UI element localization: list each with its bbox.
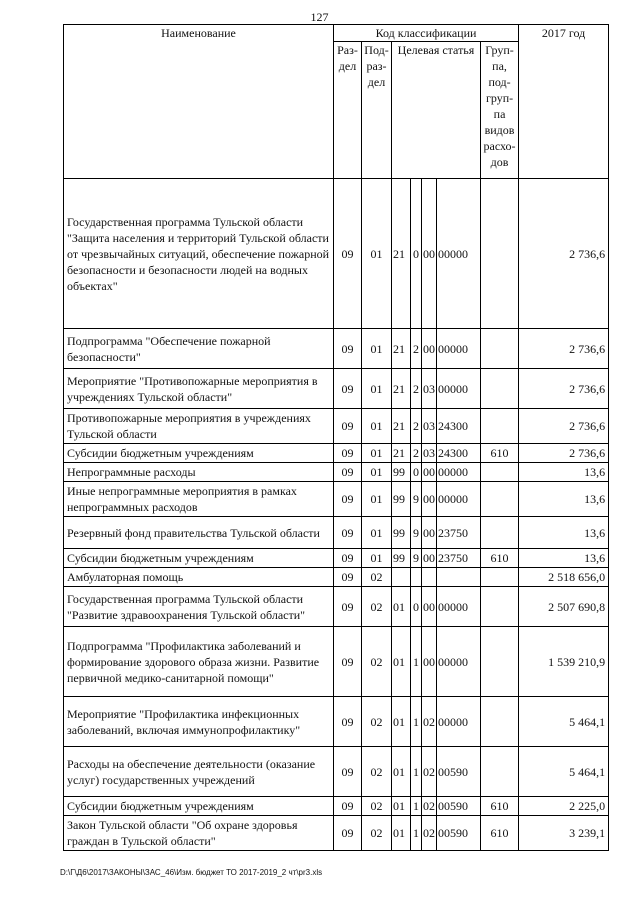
row-target-subprogram: 2 bbox=[411, 369, 422, 409]
row-amount: 13,6 bbox=[519, 482, 609, 517]
table-row bbox=[64, 568, 609, 587]
row-expense-group bbox=[481, 697, 519, 747]
row-target-program: 99 bbox=[392, 517, 411, 549]
row-expense-group: 610 bbox=[481, 549, 519, 568]
header-podrazdel: Под- раз- дел bbox=[362, 42, 392, 179]
row-target-event bbox=[422, 568, 437, 587]
table-body bbox=[64, 179, 609, 851]
table-row bbox=[64, 549, 609, 568]
row-razdel: 09 bbox=[334, 816, 362, 851]
header-code: Код классификации bbox=[334, 25, 519, 42]
row-name: Субсидии бюджетным учреждениям bbox=[64, 444, 334, 463]
row-target-event: 02 bbox=[422, 797, 437, 816]
row-razdel: 09 bbox=[334, 444, 362, 463]
row-target-program: 01 bbox=[392, 797, 411, 816]
row-expense-group bbox=[481, 179, 519, 329]
row-podrazdel: 02 bbox=[362, 816, 392, 851]
table-row bbox=[64, 747, 609, 797]
row-target-event: 03 bbox=[422, 369, 437, 409]
row-target-event: 00 bbox=[422, 627, 437, 697]
row-target-program bbox=[392, 568, 411, 587]
row-amount: 2 736,6 bbox=[519, 444, 609, 463]
row-podrazdel: 02 bbox=[362, 797, 392, 816]
table-row bbox=[64, 517, 609, 549]
row-target-event: 03 bbox=[422, 444, 437, 463]
page-number: 127 bbox=[310, 10, 329, 24]
row-podrazdel: 02 bbox=[362, 747, 392, 797]
row-target-direction: 00590 bbox=[437, 747, 481, 797]
row-target-event: 00 bbox=[422, 463, 437, 482]
row-name: Субсидии бюджетным учреждениям bbox=[64, 549, 334, 568]
row-target-program: 21 bbox=[392, 444, 411, 463]
row-target-program: 01 bbox=[392, 587, 411, 627]
row-razdel: 09 bbox=[334, 549, 362, 568]
row-podrazdel: 02 bbox=[362, 697, 392, 747]
table-row bbox=[64, 444, 609, 463]
row-amount: 1 539 210,9 bbox=[519, 627, 609, 697]
row-razdel: 09 bbox=[334, 409, 362, 444]
row-expense-group bbox=[481, 369, 519, 409]
row-amount: 5 464,1 bbox=[519, 697, 609, 747]
row-expense-group bbox=[481, 482, 519, 517]
row-name: Иные непрограммные мероприятия в рамках непрограммных расходов bbox=[64, 482, 334, 517]
row-target-direction: 23750 bbox=[437, 549, 481, 568]
row-expense-group bbox=[481, 627, 519, 697]
row-amount: 13,6 bbox=[519, 517, 609, 549]
row-target-program: 01 bbox=[392, 747, 411, 797]
row-expense-group: 610 bbox=[481, 816, 519, 851]
row-podrazdel: 01 bbox=[362, 179, 392, 329]
table-row bbox=[64, 587, 609, 627]
row-razdel: 09 bbox=[334, 179, 362, 329]
row-amount: 2 507 690,8 bbox=[519, 587, 609, 627]
row-target-subprogram: 2 bbox=[411, 444, 422, 463]
row-amount: 2 736,6 bbox=[519, 369, 609, 409]
row-target-direction: 00000 bbox=[437, 627, 481, 697]
row-name: Расходы на обеспечение деятельности (оказание услуг) государственных учреждений bbox=[64, 747, 334, 797]
row-razdel: 09 bbox=[334, 463, 362, 482]
row-target-subprogram: 2 bbox=[411, 409, 422, 444]
row-amount: 2 736,6 bbox=[519, 409, 609, 444]
row-podrazdel: 02 bbox=[362, 568, 392, 587]
table-row bbox=[64, 369, 609, 409]
row-razdel: 09 bbox=[334, 587, 362, 627]
row-expense-group bbox=[481, 517, 519, 549]
row-expense-group bbox=[481, 329, 519, 369]
table-row bbox=[64, 482, 609, 517]
row-target-direction: 00590 bbox=[437, 797, 481, 816]
row-razdel: 09 bbox=[334, 797, 362, 816]
row-name: Мероприятие "Противопожарные мероприятия в учреждениях Тульской области" bbox=[64, 369, 334, 409]
row-podrazdel: 01 bbox=[362, 444, 392, 463]
row-razdel: 09 bbox=[334, 329, 362, 369]
row-expense-group bbox=[481, 587, 519, 627]
row-name: Противопожарные мероприятия в учреждениях Тульской области bbox=[64, 409, 334, 444]
table-row bbox=[64, 179, 609, 329]
table-row bbox=[64, 797, 609, 816]
row-target-event: 00 bbox=[422, 329, 437, 369]
table-row bbox=[64, 409, 609, 444]
row-expense-group bbox=[481, 409, 519, 444]
row-target-subprogram: 1 bbox=[411, 797, 422, 816]
row-razdel: 09 bbox=[334, 369, 362, 409]
row-target-program: 01 bbox=[392, 627, 411, 697]
row-amount: 2 736,6 bbox=[519, 329, 609, 369]
row-target-subprogram: 2 bbox=[411, 329, 422, 369]
row-target-event: 02 bbox=[422, 697, 437, 747]
row-podrazdel: 01 bbox=[362, 463, 392, 482]
row-name: Подпрограмма "Обеспечение пожарной безопасности" bbox=[64, 329, 334, 369]
row-target-direction: 00000 bbox=[437, 179, 481, 329]
row-expense-group bbox=[481, 568, 519, 587]
row-target-direction: 00000 bbox=[437, 329, 481, 369]
row-podrazdel: 01 bbox=[362, 482, 392, 517]
row-target-program: 99 bbox=[392, 482, 411, 517]
table-row bbox=[64, 816, 609, 851]
row-name: Резервный фонд правительства Тульской области bbox=[64, 517, 334, 549]
row-amount: 2 518 656,0 bbox=[519, 568, 609, 587]
row-podrazdel: 01 bbox=[362, 369, 392, 409]
row-target-program: 01 bbox=[392, 697, 411, 747]
header-group: Груп- па, под- груп- па видов расхо- дов bbox=[481, 42, 519, 179]
row-name: Государственная программа Тульской области "Защита населения и территорий Тульской области от чрезвычайных ситуаций, обеспечение пожарной безопасности и безопасности людей на водных объектах" bbox=[64, 179, 334, 329]
row-target-subprogram: 9 bbox=[411, 549, 422, 568]
row-target-program: 01 bbox=[392, 816, 411, 851]
row-target-direction: 24300 bbox=[437, 409, 481, 444]
row-target-direction: 00000 bbox=[437, 482, 481, 517]
row-name: Закон Тульской области "Об охране здоровья граждан в Тульской области" bbox=[64, 816, 334, 851]
row-name: Мероприятие "Профилактика инфекционных заболеваний, включая иммунопрофилактику" bbox=[64, 697, 334, 747]
row-podrazdel: 01 bbox=[362, 329, 392, 369]
row-target-program: 21 bbox=[392, 329, 411, 369]
row-target-program: 21 bbox=[392, 369, 411, 409]
row-amount: 13,6 bbox=[519, 463, 609, 482]
row-target-direction bbox=[437, 568, 481, 587]
row-target-subprogram: 0 bbox=[411, 463, 422, 482]
row-expense-group bbox=[481, 747, 519, 797]
table-row bbox=[64, 627, 609, 697]
row-target-subprogram: 9 bbox=[411, 482, 422, 517]
row-target-subprogram bbox=[411, 568, 422, 587]
row-name: Амбулаторная помощь bbox=[64, 568, 334, 587]
row-target-subprogram: 0 bbox=[411, 587, 422, 627]
row-expense-group: 610 bbox=[481, 444, 519, 463]
row-amount: 2 736,6 bbox=[519, 179, 609, 329]
row-target-subprogram: 9 bbox=[411, 517, 422, 549]
row-amount: 5 464,1 bbox=[519, 747, 609, 797]
row-name: Подпрограмма "Профилактика заболеваний и формирование здорового образа жизни. Развитие первичной медико-санитарной помощи" bbox=[64, 627, 334, 697]
row-expense-group: 610 bbox=[481, 797, 519, 816]
row-target-direction: 24300 bbox=[437, 444, 481, 463]
row-target-event: 00 bbox=[422, 517, 437, 549]
budget-table bbox=[63, 24, 609, 851]
row-target-direction: 00000 bbox=[437, 587, 481, 627]
row-target-event: 00 bbox=[422, 179, 437, 329]
row-target-event: 02 bbox=[422, 747, 437, 797]
row-target-event: 00 bbox=[422, 587, 437, 627]
row-target-event: 03 bbox=[422, 409, 437, 444]
row-target-subprogram: 0 bbox=[411, 179, 422, 329]
row-razdel: 09 bbox=[334, 747, 362, 797]
row-target-direction: 23750 bbox=[437, 517, 481, 549]
row-razdel: 09 bbox=[334, 568, 362, 587]
table-row bbox=[64, 329, 609, 369]
row-podrazdel: 02 bbox=[362, 627, 392, 697]
header-year: 2017 год bbox=[519, 25, 609, 179]
row-podrazdel: 02 bbox=[362, 587, 392, 627]
row-target-program: 99 bbox=[392, 549, 411, 568]
row-target-program: 99 bbox=[392, 463, 411, 482]
row-podrazdel: 01 bbox=[362, 517, 392, 549]
row-razdel: 09 bbox=[334, 627, 362, 697]
row-amount: 2 225,0 bbox=[519, 797, 609, 816]
row-name: Непрограммные расходы bbox=[64, 463, 334, 482]
row-razdel: 09 bbox=[334, 697, 362, 747]
header-name: Наименование bbox=[64, 25, 334, 179]
header-razdel: Раз- дел bbox=[334, 42, 362, 179]
footer-file-path: D:\Г\Д6\2017\ЗАКОНЫ\ЗАС_46\Изм. бюджет ТО 2017-2019_2 чт\pr3.xls bbox=[60, 868, 323, 877]
row-podrazdel: 01 bbox=[362, 409, 392, 444]
row-razdel: 09 bbox=[334, 482, 362, 517]
row-name: Субсидии бюджетным учреждениям bbox=[64, 797, 334, 816]
row-target-direction: 00000 bbox=[437, 463, 481, 482]
row-target-direction: 00000 bbox=[437, 369, 481, 409]
table-header bbox=[64, 25, 609, 179]
table-row bbox=[64, 463, 609, 482]
row-target-direction: 00000 bbox=[437, 697, 481, 747]
row-name: Государственная программа Тульской области "Развитие здравоохранения Тульской области" bbox=[64, 587, 334, 627]
row-target-program: 21 bbox=[392, 179, 411, 329]
row-amount: 13,6 bbox=[519, 549, 609, 568]
row-expense-group bbox=[481, 463, 519, 482]
row-target-subprogram: 1 bbox=[411, 816, 422, 851]
row-target-subprogram: 1 bbox=[411, 747, 422, 797]
row-target-subprogram: 1 bbox=[411, 697, 422, 747]
row-target-event: 00 bbox=[422, 482, 437, 517]
row-target-event: 02 bbox=[422, 816, 437, 851]
table-row bbox=[64, 697, 609, 747]
row-target-direction: 00590 bbox=[437, 816, 481, 851]
row-target-event: 00 bbox=[422, 549, 437, 568]
row-target-program: 21 bbox=[392, 409, 411, 444]
row-target-subprogram: 1 bbox=[411, 627, 422, 697]
header-target: Целевая статья bbox=[392, 42, 481, 179]
row-razdel: 09 bbox=[334, 517, 362, 549]
row-podrazdel: 01 bbox=[362, 549, 392, 568]
row-amount: 3 239,1 bbox=[519, 816, 609, 851]
